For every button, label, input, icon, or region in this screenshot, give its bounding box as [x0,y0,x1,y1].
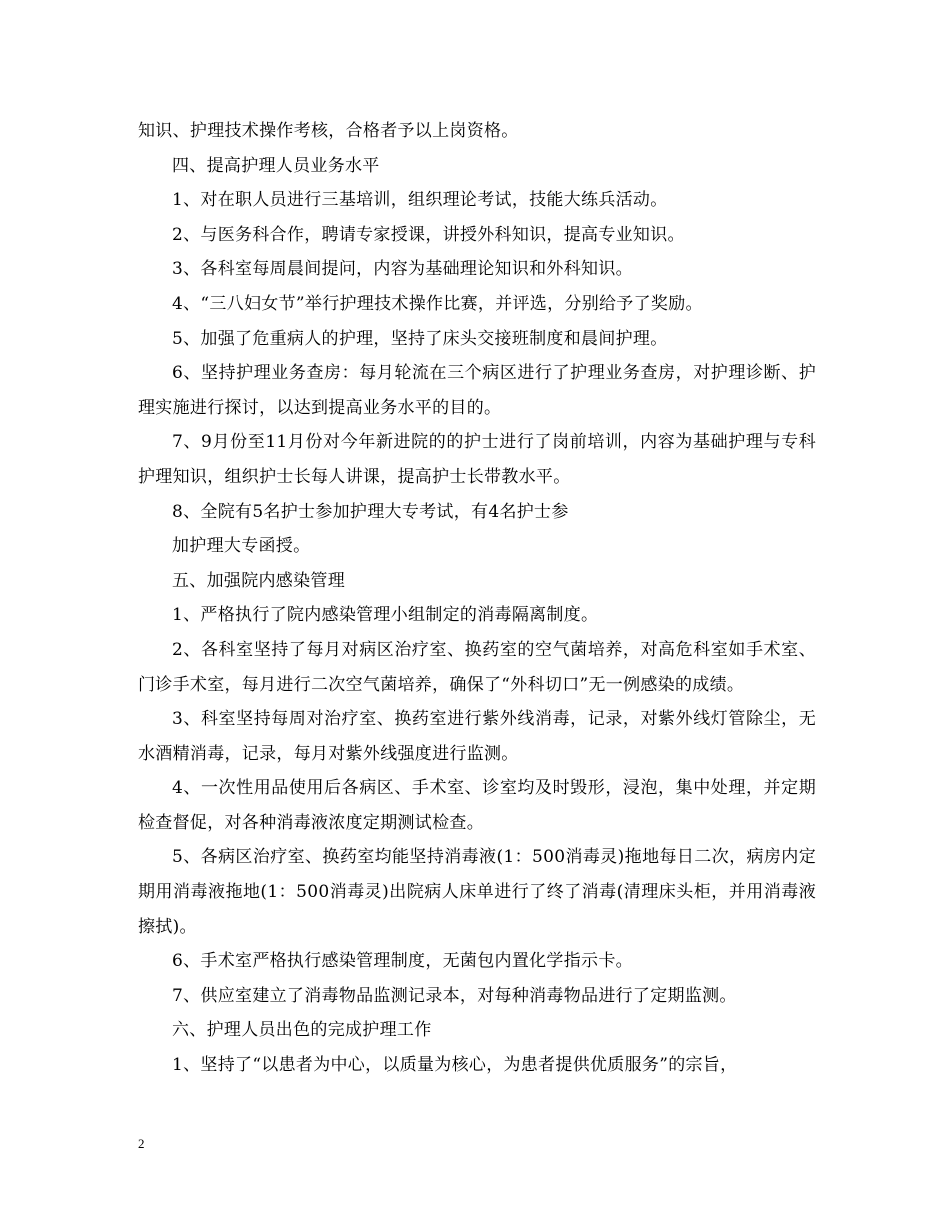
paragraph: 4、一次性用品使用后各病区、手术室、诊室均及时毁形，浸泡，集中处理，并定期检查督促，对各种消毒液浓度定期测试检查。 [138,778,816,833]
paragraph: 6、手术室严格执行感染管理制度，无菌包内置化学指示卡。 [172,951,633,972]
paragraph: 3、科室坚持每周对治疗室、换药室进行紫外线消毒，记录，对紫外线灯管除尘，无水酒精消毒，记录，每月对紫外线强度进行监测。 [138,709,816,764]
paragraph: 7、9月份至11月份对今年新进院的的护士进行了岗前培训，内容为基础护理与专科护理知识，组织护士长每人讲课，提高护士长带教水平。 [138,432,816,487]
paragraph: 四、提高护理人员业务水平 [172,155,380,176]
paragraph: 知识、护理技术操作考核，合格者予以上岗资格。 [138,121,519,141]
paragraph: 加护理大专函授。 [172,536,311,557]
paragraph: 2、各科室坚持了每月对病区治疗室、换药室的空气菌培养，对高危科室如手术室、门诊手术室，每月进行二次空气菌培养，确保了“外科切口”无一例感染的成绩。 [138,639,816,695]
paragraph: 8、全院有5名护士参加护理大专考试，有4名护士参 [172,501,569,522]
paragraph: 1、对在职人员进行三基培训，组织理论考试，技能大练兵活动。 [172,190,668,211]
paragraph: 2、与医务科合作，聘请专家授课，讲授外科知识，提高专业知识。 [172,224,685,245]
paragraph: 1、坚持了“以患者为中心，以质量为核心，为患者提供优质服务”的宗旨， [172,1055,738,1076]
paragraph: 4、“三八妇女节”举行护理技术操作比赛，并评选，分别给予了奖励。 [172,293,703,314]
paragraph: 五、加强院内感染管理 [172,570,345,591]
page-number: 2 [138,1136,145,1151]
paragraph: 5、各病区治疗室、换药室均能坚持消毒液(1：500消毒灵)拖地每日二次，病房内定期用消毒液拖地(1：500消毒灵)出院病人床单进行了终了消毒(清理床头柜，并用消毒液擦拭)。 [138,847,816,937]
paragraph: 六、护理人员出色的完成护理工作 [172,1020,432,1041]
paragraph: 6、坚持护理业务查房：每月轮流在三个病区进行了护理业务查房，对护理诊断、护理实施进行探讨，以达到提高业务水平的目的。 [138,363,816,418]
paragraph: 5、加强了危重病人的护理，坚持了床头交接班制度和晨间护理。 [172,328,668,349]
paragraph: 1、严格执行了院内感染管理小组制定的消毒隔离制度。 [172,605,599,626]
document-body [138,114,816,1083]
paragraph: 3、各科室每周晨间提问，内容为基础理论知识和外科知识。 [172,259,633,280]
paragraph: 7、供应室建立了消毒物品监测记录本，对每种消毒物品进行了定期监测。 [172,985,737,1006]
